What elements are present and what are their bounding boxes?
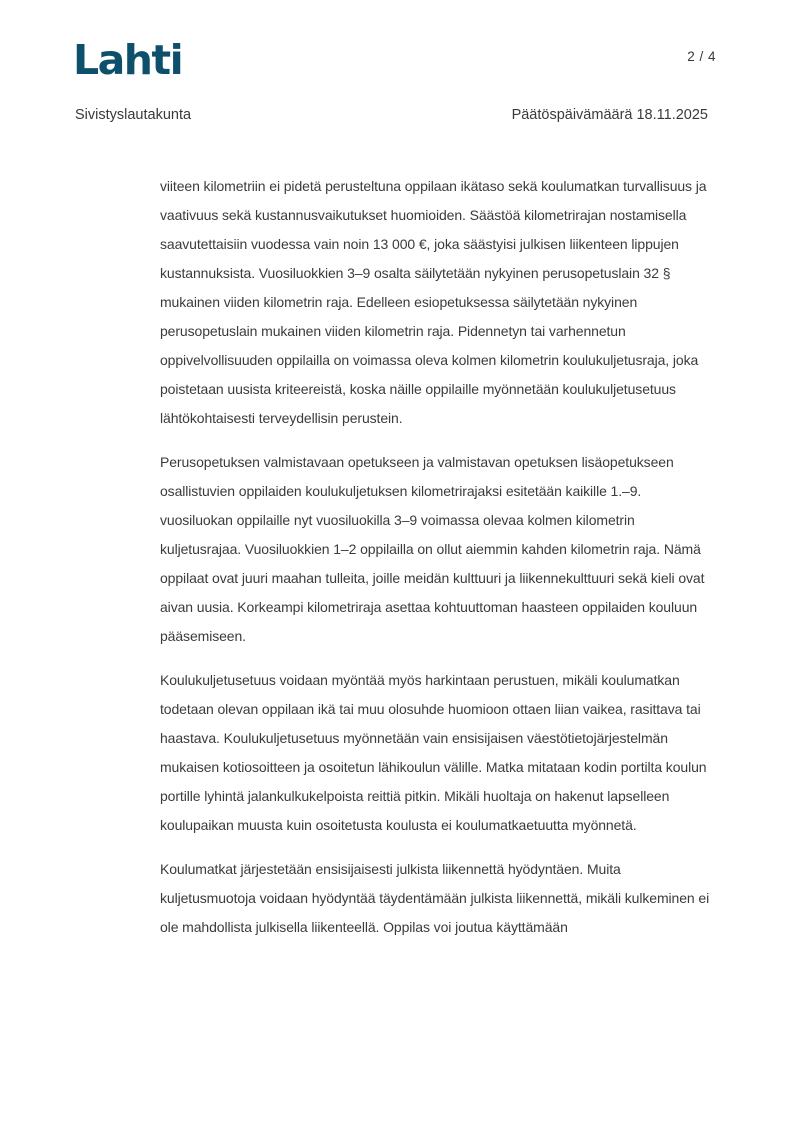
decision-date: Päätöspäivämäärä 18.11.2025 xyxy=(511,107,708,123)
body-paragraph: viiteen kilometriin ei pidetä perusteltuna oppilaan ikätaso sekä koulumatkan turvallisuus ja vaativuus sekä kustannusvaikutukset huomioiden. Säästöä kilometrirajan nostamisella saavutettaisiin vuodessa vain noin 13 000 €, joka säästyisi julkisen liikenteen lippujen kustannuksista. Vuosiluokkien 3–9 osalta säilytetään nykyinen perusopetuslain 32 § mukainen viiden kilometrin raja. Edelleen esiopetuksessa säilytetään nykyinen perusopetuslain mukainen viiden kilometrin raja. Pidennetyn tai varhennetun oppivelvollisuuden oppilailla on voimassa oleva kolmen kilometrin koulukuljetusraja, joka poistetaan uusista kriteereistä, koska näille oppilaille myönnetään koulukuljetusetuus lähtökohtaisesti terveydellisin perustein. xyxy=(160,178,707,426)
body-paragraph: Koulumatkat järjestetään ensisijaisesti julkista liikennettä hyödyntäen. Muita kuljetusmuotoja voidaan hyödyntää täydentämään julkista liikennettä, mikäli kulkeminen ei ole mahdollista julkisella liikenteellä. Oppilas voi joutua käyttämään xyxy=(160,861,710,935)
body-paragraph: Koulukuljetusetuus voidaan myöntää myös harkintaan perustuen, mikäli koulumatkan todetaan olevan oppilaan ikä tai muu olosuhde huomioon ottaen liian vaikea, rasittava tai haastava. Koulukuljetusetuus myönnetään vain ensisijaisen väestötietojärjestelmän mukaisen kotiosoitteen ja osoitetun lähikoulun välille. Matka mitataan kodin portilta koulun portille lyhintä jalankulkukelpoista reittiä pitkin. Mikäli huoltaja on hakenut lapselleen koulupaikan muusta kuin osoitetusta koulusta ei koulumatkaetuutta myönnetä. xyxy=(160,672,707,833)
body-paragraph: Perusopetuksen valmistavaan opetukseen ja valmistavan opetuksen lisäopetukseen osallistuvien oppilaiden koulukuljetuksen kilometrirajaksi esitetään kaikille 1.–9. vuosiluokan oppilaille nyt vuosiluokilla 3–9 voimassa olevaa kolmen kilometrin kuljetusrajaa. Vuosiluokkien 1–2 oppilailla on ollut aiemmin kahden kilometrin raja. Nämä oppilaat ovat juuri maahan tulleita, joille meidän kulttuuri ja liikennekulttuuri sekä kieli ovat aivan uusia. Korkeampi kilometriraja asettaa kohtuuttoman haasteen oppilaiden kouluun pääsemiseen. xyxy=(160,454,705,644)
lahti-logo: Lahti xyxy=(73,36,183,84)
committee-name: Sivistyslautakunta xyxy=(75,107,192,123)
page-number: 2 / 4 xyxy=(687,49,716,64)
document-header xyxy=(75,107,708,123)
document-body xyxy=(160,172,716,957)
